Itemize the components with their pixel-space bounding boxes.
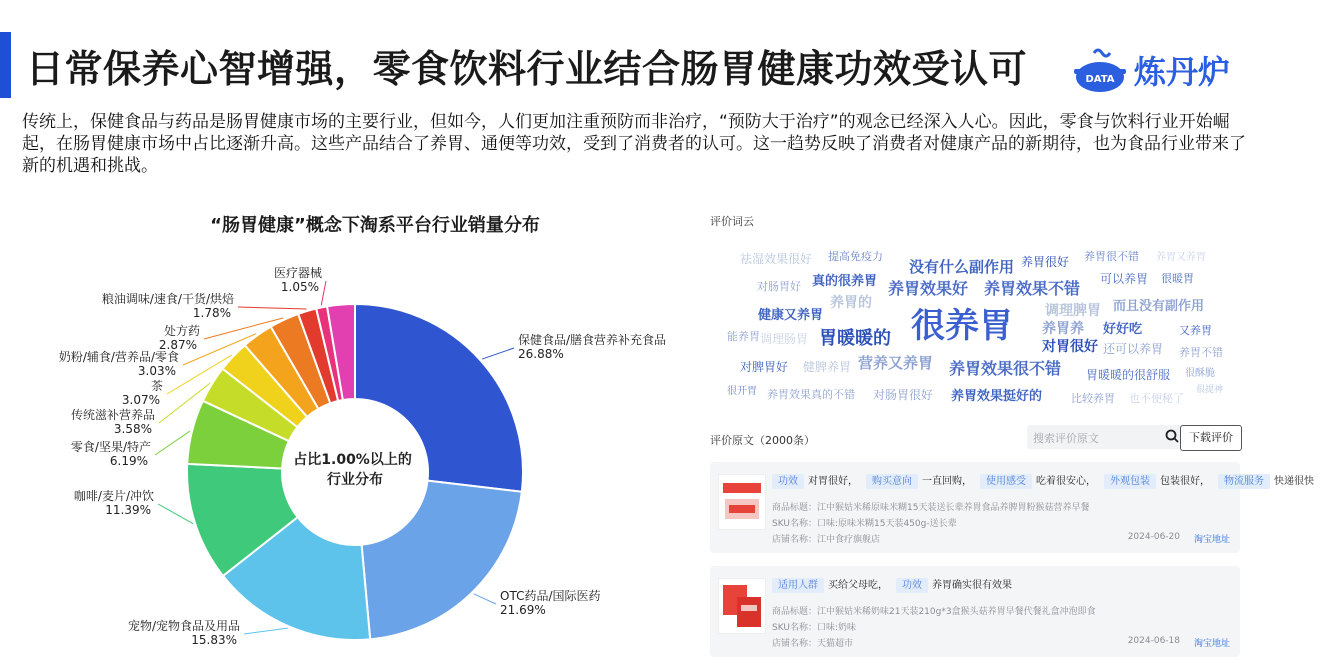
product-title: 商品标题：江中猴姑米稀原味米糊15天装送长辈养胃食品养脾胃粉猴菇营养早餐 [772,503,1090,513]
leader-line [158,504,193,524]
accent-bar [0,32,11,98]
slice-value-label: 26.88% [518,347,564,361]
review-text: 快递很快 [1274,476,1314,487]
review-tag: 购买意向 [866,474,918,489]
word-cloud-term: 养胃的 [830,295,872,311]
word-cloud-term: 调理肠胃 [760,332,809,346]
leader-line [155,431,190,455]
word-cloud-term: 养胃不错 [1179,346,1223,359]
review-card [710,566,1240,657]
slice-name-label: 传统滋补营养品 [70,408,155,422]
slice-name-label: 处方药 [163,324,200,338]
review-text: 对胃很好， [808,476,858,487]
leader-line [244,628,288,634]
product-sku: SKU名称：口味:原味米糊15天装450g-送长辈 [772,519,957,529]
slice-value-label: 21.69% [500,603,546,617]
slice-name-label: 宠物/宠物食品及用品 [127,619,240,633]
review-tag: 物流服务 [1218,474,1270,489]
taobao-link[interactable]: 淘宝地址 [1193,639,1230,649]
word-cloud-term: 对肠胃很好 [873,388,934,402]
review-text: 包装很好， [1160,476,1210,487]
review-text: 一直回购， [922,476,972,487]
word-cloud-term: 很养胃 [911,306,1013,346]
word-cloud-term: 养胃效果挺好的 [951,389,1043,404]
brand-logo [1072,41,1262,99]
slice-value-label: 11.39% [105,503,151,517]
review-tags [772,576,1020,591]
slice-value-label: 6.19% [109,454,148,468]
review-tag: 使用感受 [980,474,1032,489]
logo-badge: DATA [1085,74,1115,85]
word-cloud-term: 养胃效果不错 [984,279,1081,298]
review-tag: 外观包装 [1104,474,1156,489]
word-cloud-term: 真的很养胃 [812,274,878,289]
review-text: 买给父母吃， [828,580,888,591]
review-tag: 功效 [772,474,804,489]
product-thumbnail[interactable] [718,474,766,530]
word-cloud-term: 养胃效果真的不错 [767,388,855,401]
word-cloud-term: 胃暖暖的很舒服 [1086,368,1171,382]
word-cloud-term: 养胃又养胃 [1156,252,1206,263]
word-cloud-term: 也不便秘了 [1129,392,1184,405]
donut-center-label: 占比1.00%以上的 行业分布 [293,452,412,488]
slice-value-label: 2.87% [158,338,197,352]
word-cloud-term: 养胃效果好 [888,279,969,298]
reviews-title: 评价原文（2000条） [710,434,815,447]
slice-value-label: 3.07% [121,393,160,407]
word-cloud-term: 很提神 [1196,385,1224,395]
slice-name-label: OTC药品/国际医药 [500,589,601,603]
word-cloud-term: 很酥脆 [1185,368,1215,379]
word-cloud-term: 可以养胃 [1100,272,1149,286]
word-cloud-term: 营养又养胃 [858,354,934,372]
word-cloud-term: 养胃很不错 [1084,250,1139,263]
word-cloud-term: 胃暖暖的 [819,328,891,349]
slice-name-label: 医疗器械 [273,266,322,280]
word-cloud-term: 养胃很好 [1021,255,1070,269]
search-placeholder: 搜索评价原文 [1033,432,1099,445]
word-cloud-term: 对肠胃好 [757,280,801,293]
word-cloud-term: 对胃很好 [1042,339,1098,355]
donut-slice [362,481,522,640]
slice-value-label: 1.78% [192,306,231,320]
slice-value-label: 3.58% [113,422,152,436]
page-title: 日常保养心智增强，零食饮料行业结合肠胃健康功效受认可 [26,47,1028,91]
word-cloud [720,240,1240,410]
logo-text: 炼丹炉 [1134,53,1231,91]
slice-name-label: 粮油调味/速食/干货/烘焙 [101,292,234,306]
leader-line [482,348,514,359]
intro-paragraph: 传统上，保健食品与药品是肠胃健康市场的主要行业，但如今，人们更加注重预防而非治疗，“预防大于治疗”的观念已经深入人心。因此，零食与饮料行业开始崛起，在肠胃健康市场中占比逐渐升高。这些产品结合了养胃、通便等功效，受到了消费者的认可。这一趋势反映了消费者对健康产品的新期待，也为食品行业带来了新的机遇和挑战。 [22,112,1246,176]
slice-value-label: 3.03% [137,364,176,378]
review-card [710,462,1314,553]
review-text: 吃着很安心， [1036,476,1096,487]
slice-name-label: 茶 [150,379,163,393]
word-cloud-term: 对脾胃好 [740,360,789,374]
leader-line [321,281,326,305]
review-text: 养胃确实很有效果 [932,580,1012,591]
word-cloud-term: 还可以养胃 [1103,342,1164,356]
chart-title: “肠胃健康”概念下淘系平台行业销量分布 [210,215,540,236]
review-tag: 适用人群 [772,578,824,593]
word-cloud-term: 提高免疫力 [828,250,883,263]
review-search-input[interactable] [1027,425,1182,449]
word-cloud-term: 比较养胃 [1071,392,1115,405]
shop-name: 店铺名称：天猫超市 [772,639,854,649]
slice-value-label: 1.05% [280,280,319,294]
slice-name-label: 咖啡/麦片/冲饮 [73,489,154,503]
word-cloud-term: 能养胃 [727,330,760,343]
word-cloud-term: 养胃养 [1042,321,1084,337]
leader-line [474,594,496,604]
product-thumbnail[interactable] [718,578,766,634]
slice-value-label: 15.83% [191,633,237,647]
review-tags [772,472,1322,487]
search-icon[interactable] [1164,428,1180,444]
word-cloud-term: 很开胃 [727,386,757,397]
word-cloud-term: 祛湿效果很好 [740,252,813,266]
slice-name-label: 零食/坚果/特产 [70,440,151,454]
review-date: 2024-06-20 [1127,532,1180,542]
taobao-link[interactable]: 淘宝地址 [1193,535,1230,545]
word-cloud-term: 没有什么副作用 [909,258,1015,276]
word-cloud-title: 评价词云 [710,215,754,228]
download-reviews-button[interactable]: 下载评价 [1180,425,1242,451]
word-cloud-term: 而且没有副作用 [1113,299,1205,314]
word-cloud-term: 健脾养胃 [803,360,852,374]
review-date: 2024-06-18 [1127,636,1180,646]
slice-name-label: 保健食品/膳食营养补充食品 [518,333,667,347]
product-sku: SKU名称：口味:奶味 [772,623,856,633]
word-cloud-term: 好好吃 [1103,322,1143,337]
word-cloud-term: 健康又养胃 [758,308,824,323]
word-cloud-term: 很暖胃 [1161,272,1194,285]
word-cloud-term: 养胃效果很不错 [949,359,1062,378]
word-cloud-term: 调理脾胃 [1045,303,1101,319]
product-title: 商品标题：江中猴姑米稀奶味21天装210g*3盒猴头菇养胃早餐代餐礼盒冲泡即食 [772,607,1096,617]
review-tag: 功效 [896,578,928,593]
leader-line [238,307,307,309]
donut-chart [0,240,700,666]
logo-pot-icon [1072,45,1128,95]
slice-name-label: 奶粉/辅食/营养品/零食 [58,350,179,364]
shop-name: 店铺名称：江中食疗旗舰店 [772,535,881,545]
word-cloud-term: 又养胃 [1179,324,1212,337]
